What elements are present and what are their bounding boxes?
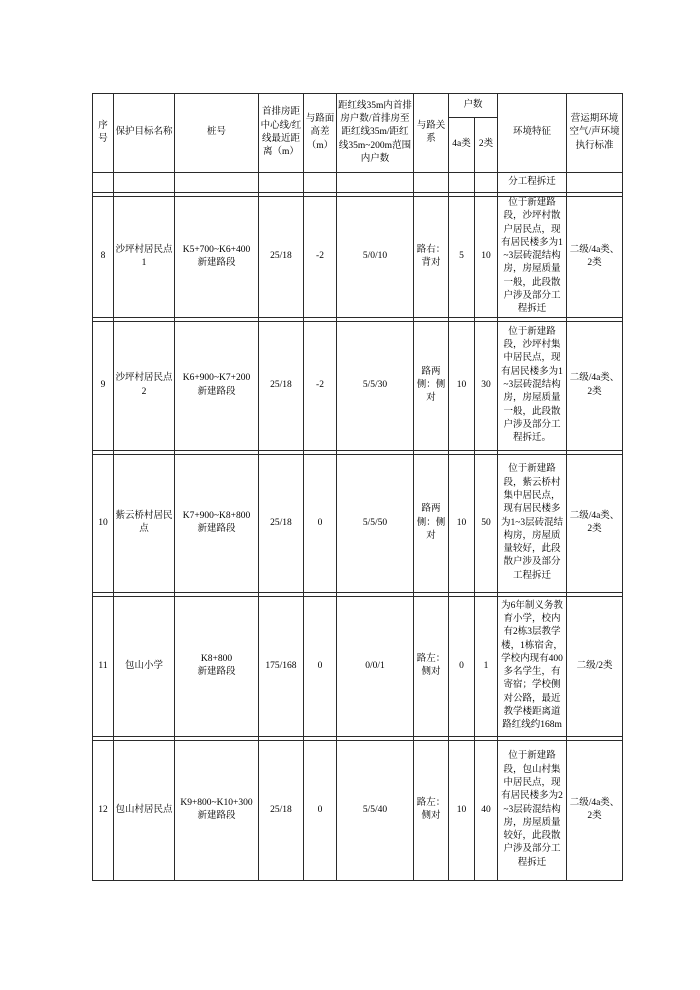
header-env-feature: 环境特征 xyxy=(498,94,567,173)
stake-line-2: 新建路段 xyxy=(197,524,236,535)
cell-empty xyxy=(93,173,114,193)
cell-2-count: 1 xyxy=(475,596,498,736)
cell-no: 8 xyxy=(93,197,114,318)
cell-name: 沙坪村居民点1 xyxy=(114,197,175,318)
header-road-relation: 与路关系 xyxy=(414,94,449,173)
table-header xyxy=(93,94,623,173)
cell-empty xyxy=(175,173,259,193)
cell-standard: 二级/2类 xyxy=(567,596,623,736)
cell-4a-count: 10 xyxy=(449,321,475,450)
stake-line-2: 新建路段 xyxy=(197,386,236,397)
cell-road-relation: 路右：背对 xyxy=(414,197,449,318)
cell-road-relation: 路左：侧对 xyxy=(414,740,449,880)
cell-distance: 25/18 xyxy=(259,321,304,450)
header-row-top xyxy=(93,94,623,118)
cell-4a-count: 0 xyxy=(449,596,475,736)
cell-standard: 二级/4a类、2类 xyxy=(567,454,623,592)
cell-height-diff: 0 xyxy=(304,454,337,592)
table-row xyxy=(93,596,623,736)
cell-empty xyxy=(304,173,337,193)
cell-name: 紫云桥村居民点 xyxy=(114,454,175,592)
cell-no: 11 xyxy=(93,596,114,736)
cell-road-relation: 路左：侧对 xyxy=(414,596,449,736)
stake-line-2: 新建路段 xyxy=(197,811,236,822)
cell-households-35m: 5/5/40 xyxy=(337,740,414,880)
cell-distance: 25/18 xyxy=(259,740,304,880)
cell-stake xyxy=(175,596,259,736)
cell-stake xyxy=(175,454,259,592)
stake-line-1: K6+900~K7+200 xyxy=(182,373,251,384)
carryover-row xyxy=(93,173,623,193)
cell-no: 10 xyxy=(93,454,114,592)
cell-households-35m: 5/5/30 xyxy=(337,321,414,450)
header-height-diff: 与路面高差（m） xyxy=(304,94,337,173)
cell-4a-count: 10 xyxy=(449,740,475,880)
table-row xyxy=(93,321,623,450)
header-4a-class: 4a类 xyxy=(449,118,475,173)
cell-empty xyxy=(567,173,623,193)
cell-height-diff: -2 xyxy=(304,197,337,318)
protection-targets-table xyxy=(92,93,623,881)
table-row xyxy=(93,454,623,592)
cell-height-diff: 0 xyxy=(304,596,337,736)
cell-stake xyxy=(175,197,259,318)
cell-env-feature: 位于新建路段，沙坪村集中居民点，现有居民楼多为1~3层砖混结构房，房屋质量一般，此段散户涉及部分工程拆迁。 xyxy=(498,321,567,450)
cell-env-feature: 为6年制义务教育小学，校内有2栋3层教学楼，1栋宿舍，学校内现有400多名学生，有寄宿；学校侧对公路，最近教学楼距离道路红线约168m xyxy=(498,596,567,736)
cell-env-feature: 位于新建路段，紫云桥村集中居民点，现有居民楼多为1~3层砖混结构房，房屋质量较好，此段散户涉及部分工程拆迁 xyxy=(498,454,567,592)
header-2-class: 2类 xyxy=(475,118,498,173)
cell-name: 包山小学 xyxy=(114,596,175,736)
cell-no: 9 xyxy=(93,321,114,450)
cell-env-feature: 位于新建路段，沙坪村散户居民点，现有居民楼多为1~3层砖混结构房，房屋质量一般，此段散户涉及部分工程拆迁 xyxy=(498,197,567,318)
header-stake: 桩号 xyxy=(175,94,259,173)
cell-road-relation: 路两侧：侧对 xyxy=(414,454,449,592)
cell-empty xyxy=(414,173,449,193)
cell-empty xyxy=(337,173,414,193)
header-households: 户数 xyxy=(449,94,498,118)
cell-households-35m: 0/0/1 xyxy=(337,596,414,736)
cell-standard: 二级/4a类、2类 xyxy=(567,321,623,450)
table-row xyxy=(93,740,623,880)
cell-no: 12 xyxy=(93,740,114,880)
cell-households-35m: 5/0/10 xyxy=(337,197,414,318)
stake-line-2: 新建路段 xyxy=(197,257,236,268)
cell-empty xyxy=(114,173,175,193)
stake-line-1: K7+900~K8+800 xyxy=(182,510,251,521)
header-name: 保护目标名称 xyxy=(114,94,175,173)
header-distance: 首排房距中心线/红线最近距离（m） xyxy=(259,94,304,173)
cell-2-count: 10 xyxy=(475,197,498,318)
cell-stake xyxy=(175,321,259,450)
cell-stake xyxy=(175,740,259,880)
cell-2-count: 30 xyxy=(475,321,498,450)
cell-standard: 二级/4a类、2类 xyxy=(567,197,623,318)
cell-2-count: 50 xyxy=(475,454,498,592)
cell-env-feature: 位于新建路段，包山村集中居民点，现有居民楼多为2~3层砖混结构房，房屋质量较好，此段散户涉及部分工程拆迁 xyxy=(498,740,567,880)
cell-road-relation: 路两侧：侧对 xyxy=(414,321,449,450)
cell-height-diff: -2 xyxy=(304,321,337,450)
stake-line-2: 新建路段 xyxy=(197,667,236,678)
cell-name: 沙坪村居民点2 xyxy=(114,321,175,450)
cell-2-count: 40 xyxy=(475,740,498,880)
cell-empty xyxy=(475,173,498,193)
cell-distance: 25/18 xyxy=(259,454,304,592)
cell-empty xyxy=(259,173,304,193)
cell-4a-count: 5 xyxy=(449,197,475,318)
table-row xyxy=(93,197,623,318)
cell-env-feature: 分工程拆迁 xyxy=(498,173,567,193)
cell-standard: 二级/4a类、2类 xyxy=(567,740,623,880)
stake-line-1: K5+700~K6+400 xyxy=(182,244,251,255)
cell-4a-count: 10 xyxy=(449,454,475,592)
cell-height-diff: 0 xyxy=(304,740,337,880)
cell-empty xyxy=(449,173,475,193)
table-body xyxy=(93,173,623,881)
header-households-35m: 距红线35m内首排房户数/首排房至距红线35m/距红线35m~200m范围内户数 xyxy=(337,94,414,173)
cell-distance: 25/18 xyxy=(259,197,304,318)
cell-distance: 175/168 xyxy=(259,596,304,736)
header-standard: 营运期环境空气/声环境执行标准 xyxy=(567,94,623,173)
header-no: 序号 xyxy=(93,94,114,173)
cell-households-35m: 5/5/50 xyxy=(337,454,414,592)
stake-line-1: K9+800~K10+300 xyxy=(180,797,253,808)
cell-name: 包山村居民点 xyxy=(114,740,175,880)
stake-line-1: K8+800 xyxy=(200,653,233,664)
